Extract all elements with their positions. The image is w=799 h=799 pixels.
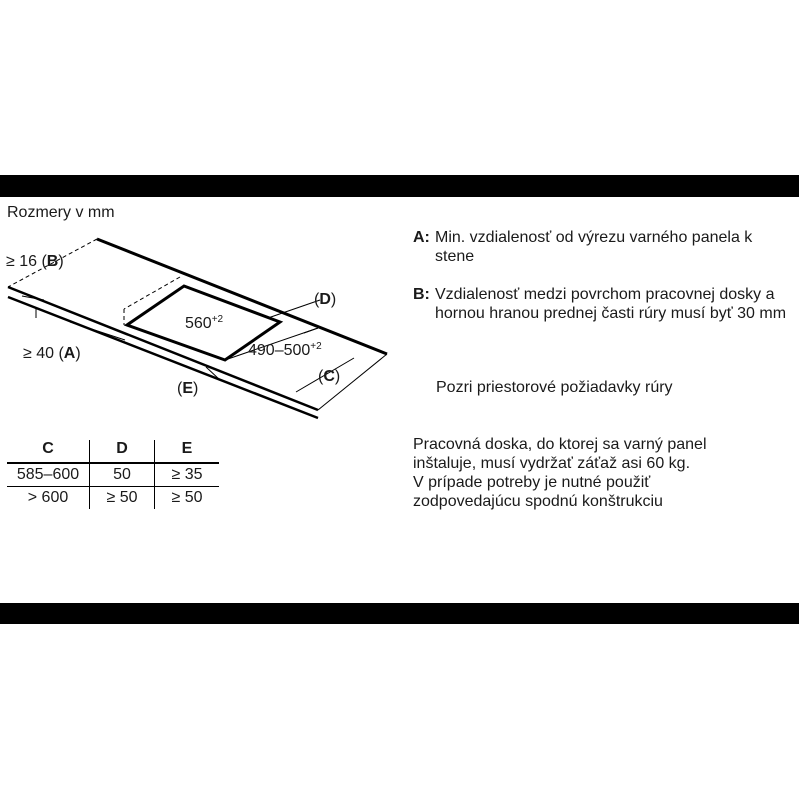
table-header-e: E	[155, 440, 220, 463]
label-a: ≥ 40 (A)	[23, 345, 81, 362]
note-b	[413, 285, 790, 323]
oven-requirements-note: Pozri priestorové požiadavky rúry	[436, 379, 673, 396]
note-a-label: A:	[413, 229, 430, 246]
top-black-bar	[0, 175, 799, 197]
table-cell: ≥ 50	[171, 489, 203, 506]
worktop-load-note	[413, 435, 707, 511]
note-a	[413, 228, 790, 266]
worktop-note-line: Pracovná doska, do ktorej sa varný panel	[413, 436, 707, 453]
bottom-black-bar	[0, 603, 799, 624]
table-cell: > 600	[7, 487, 90, 510]
label-e: (E)	[177, 380, 199, 397]
label-d: (D)	[314, 291, 337, 308]
table-cell: 50	[90, 463, 155, 487]
worktop-note-line: zodpovedajúcu spodnú konštrukciu	[413, 493, 663, 510]
note-b-label: B:	[413, 286, 430, 303]
table-row	[7, 463, 219, 487]
label-depth: $490-500^{+2}$	[248, 341, 322, 359]
table-cell: ≥ 35	[155, 463, 220, 487]
table-cell: ≥ 50	[90, 487, 155, 510]
installation-diagram	[0, 220, 400, 420]
note-b-text: Vzdialenosť medzi povrchom pracovnej dosky a hornou hranou prednej časti rúry musí byť 30 mm	[435, 286, 787, 322]
dimensions-caption: Rozmery v mm	[7, 204, 115, 221]
table-header-row	[7, 440, 219, 463]
dimensions-table	[7, 440, 219, 509]
label-width: $560^{+2}$	[185, 314, 224, 332]
label-b: ≥ 16 (B)	[6, 253, 64, 270]
table-header-d: D	[90, 440, 155, 463]
table-header-c: C	[7, 440, 90, 463]
table-row	[7, 487, 219, 510]
worktop-note-line: inštaluje, musí vydržať záťaž asi 60 kg.	[413, 455, 691, 472]
worktop-note-line: V prípade potreby je nutné použiť	[413, 474, 651, 491]
note-a-text: Min. vzdialenosť od výrezu varného panela k stene	[435, 229, 753, 265]
label-c: (C)	[318, 368, 341, 385]
table-cell: 585–600	[7, 463, 90, 487]
